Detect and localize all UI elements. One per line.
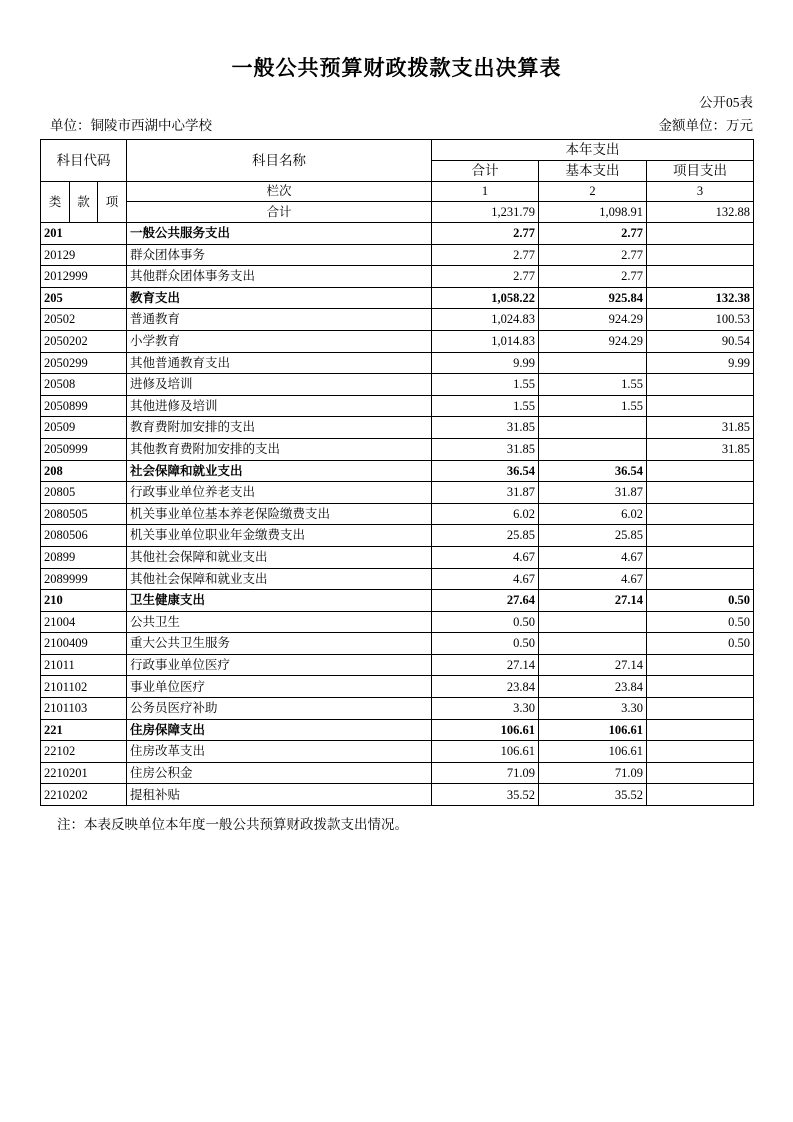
subject-code-cell: 2089999 — [41, 568, 127, 590]
total-cell: 3.30 — [432, 698, 539, 720]
header-subject-name: 科目名称 — [127, 140, 432, 182]
project-expenditure-cell — [647, 762, 754, 784]
basic-expenditure-cell: 71.09 — [539, 762, 647, 784]
amount-unit-label: 金额单位：万元 — [658, 118, 753, 133]
subject-code-cell: 2050899 — [41, 395, 127, 417]
table-row — [41, 330, 754, 352]
total-cell: 2.77 — [432, 244, 539, 266]
expenditure-table — [40, 139, 754, 806]
subject-code-cell: 2210202 — [41, 784, 127, 806]
subject-code-cell: 20129 — [41, 244, 127, 266]
total-cell: 36.54 — [432, 460, 539, 482]
table-row — [41, 719, 754, 741]
table-row — [41, 503, 754, 525]
subject-name-cell: 进修及培训 — [127, 374, 432, 396]
subject-code-cell: 2101102 — [41, 676, 127, 698]
total-cell: 31.87 — [432, 482, 539, 504]
table-row — [41, 482, 754, 504]
project-expenditure-cell — [647, 784, 754, 806]
basic-expenditure-cell: 23.84 — [539, 676, 647, 698]
table-row — [41, 698, 754, 720]
basic-expenditure-cell: 35.52 — [539, 784, 647, 806]
table-row — [41, 438, 754, 460]
subject-name-cell: 公务员医疗补助 — [127, 698, 432, 720]
basic-expenditure-cell: 2.77 — [539, 266, 647, 288]
project-expenditure-cell — [647, 374, 754, 396]
total-cell: 106.61 — [432, 741, 539, 763]
basic-expenditure-cell: 106.61 — [539, 719, 647, 741]
unit-info-row — [0, 111, 793, 139]
project-expenditure-cell: 100.53 — [647, 309, 754, 331]
header-col-project: 项目支出 — [647, 161, 754, 182]
basic-expenditure-cell — [539, 417, 647, 439]
subject-code-cell: 21004 — [41, 611, 127, 633]
project-expenditure-cell — [647, 244, 754, 266]
total-cell: 27.14 — [432, 654, 539, 676]
total-cell: 1.55 — [432, 395, 539, 417]
total-cell: 1.55 — [432, 374, 539, 396]
table-row — [41, 266, 754, 288]
subject-code-cell: 2050202 — [41, 330, 127, 352]
table-row — [41, 741, 754, 763]
basic-expenditure-cell: 27.14 — [539, 654, 647, 676]
subject-name-cell: 其他普通教育支出 — [127, 352, 432, 374]
subject-name-cell: 机关事业单位基本养老保险缴费支出 — [127, 503, 432, 525]
subject-name-cell: 重大公共卫生服务 — [127, 633, 432, 655]
project-expenditure-cell — [647, 698, 754, 720]
header-subject-code: 科目代码 — [41, 140, 127, 182]
table-row — [41, 654, 754, 676]
total-cell: 4.67 — [432, 568, 539, 590]
subject-name-cell: 其他社会保障和就业支出 — [127, 546, 432, 568]
basic-expenditure-cell — [539, 352, 647, 374]
project-expenditure-cell — [647, 482, 754, 504]
basic-expenditure-cell: 6.02 — [539, 503, 647, 525]
header-idx-basic: 2 — [539, 182, 647, 202]
header-code-section: 款 — [70, 182, 98, 223]
table-row — [41, 395, 754, 417]
table-row — [41, 417, 754, 439]
subject-name-cell: 群众团体事务 — [127, 244, 432, 266]
subject-code-cell: 221 — [41, 719, 127, 741]
form-number-label: 公开05表 — [699, 95, 753, 110]
grand-total-row — [41, 202, 754, 223]
subject-code-cell: 208 — [41, 460, 127, 482]
basic-expenditure-cell: 31.87 — [539, 482, 647, 504]
subject-code-cell: 2101103 — [41, 698, 127, 720]
subject-name-cell: 事业单位医疗 — [127, 676, 432, 698]
header-code-class: 类 — [41, 182, 70, 223]
basic-expenditure-cell: 25.85 — [539, 525, 647, 547]
table-row — [41, 590, 754, 612]
project-expenditure-cell — [647, 568, 754, 590]
total-cell: 31.85 — [432, 417, 539, 439]
table-row — [41, 676, 754, 698]
project-expenditure-cell: 9.99 — [647, 352, 754, 374]
table-row — [41, 568, 754, 590]
total-cell: 25.85 — [432, 525, 539, 547]
grand-total-label: 合计 — [127, 202, 432, 223]
total-cell: 2.77 — [432, 266, 539, 288]
subject-name-cell: 教育支出 — [127, 287, 432, 309]
project-expenditure-cell: 31.85 — [647, 417, 754, 439]
project-expenditure-cell — [647, 266, 754, 288]
basic-expenditure-cell: 106.61 — [539, 741, 647, 763]
basic-expenditure-cell: 2.77 — [539, 244, 647, 266]
total-cell: 0.50 — [432, 611, 539, 633]
subject-name-cell: 住房改革支出 — [127, 741, 432, 763]
subject-code-cell: 210 — [41, 590, 127, 612]
project-expenditure-cell: 0.50 — [647, 633, 754, 655]
basic-expenditure-cell: 2.77 — [539, 223, 647, 245]
header-current-year-expenditure: 本年支出 — [432, 140, 754, 161]
subject-name-cell: 普通教育 — [127, 309, 432, 331]
table-row — [41, 287, 754, 309]
subject-code-cell: 2210201 — [41, 762, 127, 784]
basic-expenditure-cell — [539, 633, 647, 655]
subject-code-cell: 20805 — [41, 482, 127, 504]
grand-total-basic: 1,098.91 — [539, 202, 647, 223]
table-row — [41, 525, 754, 547]
total-cell: 1,058.22 — [432, 287, 539, 309]
project-expenditure-cell — [647, 223, 754, 245]
subject-code-cell: 20508 — [41, 374, 127, 396]
subject-name-cell: 社会保障和就业支出 — [127, 460, 432, 482]
subject-code-cell: 20502 — [41, 309, 127, 331]
project-expenditure-cell: 31.85 — [647, 438, 754, 460]
subject-name-cell: 一般公共服务支出 — [127, 223, 432, 245]
table-row — [41, 762, 754, 784]
total-cell: 23.84 — [432, 676, 539, 698]
basic-expenditure-cell: 1.55 — [539, 374, 647, 396]
basic-expenditure-cell — [539, 438, 647, 460]
subject-code-cell: 20509 — [41, 417, 127, 439]
subject-name-cell: 公共卫生 — [127, 611, 432, 633]
project-expenditure-cell: 0.50 — [647, 590, 754, 612]
project-expenditure-cell — [647, 395, 754, 417]
page-title: 一般公共预算财政拨款支出决算表 — [231, 57, 562, 80]
basic-expenditure-cell: 27.14 — [539, 590, 647, 612]
total-cell: 2.77 — [432, 223, 539, 245]
project-expenditure-cell — [647, 654, 754, 676]
subject-name-cell: 住房公积金 — [127, 762, 432, 784]
subject-name-cell: 其他群众团体事务支出 — [127, 266, 432, 288]
footnote: 注：本表反映单位本年度一般公共预算财政拨款支出情况。 — [57, 817, 408, 833]
subject-code-cell: 2080505 — [41, 503, 127, 525]
subject-code-cell: 201 — [41, 223, 127, 245]
subject-name-cell: 其他社会保障和就业支出 — [127, 568, 432, 590]
table-row — [41, 546, 754, 568]
basic-expenditure-cell — [539, 611, 647, 633]
table-row — [41, 244, 754, 266]
project-expenditure-cell — [647, 676, 754, 698]
project-expenditure-cell — [647, 546, 754, 568]
project-expenditure-cell — [647, 741, 754, 763]
total-cell: 1,014.83 — [432, 330, 539, 352]
subject-name-cell: 卫生健康支出 — [127, 590, 432, 612]
total-cell: 4.67 — [432, 546, 539, 568]
header-idx-project: 3 — [647, 182, 754, 202]
subject-code-cell: 21011 — [41, 654, 127, 676]
basic-expenditure-cell: 924.29 — [539, 309, 647, 331]
total-cell: 0.50 — [432, 633, 539, 655]
subject-code-cell: 2050999 — [41, 438, 127, 460]
grand-total-total: 1,231.79 — [432, 202, 539, 223]
subject-name-cell: 提租补贴 — [127, 784, 432, 806]
total-cell: 71.09 — [432, 762, 539, 784]
header-column-index-label: 栏次 — [127, 182, 432, 202]
subject-code-cell: 2012999 — [41, 266, 127, 288]
subject-name-cell: 机关事业单位职业年金缴费支出 — [127, 525, 432, 547]
total-cell: 27.64 — [432, 590, 539, 612]
table-row — [41, 633, 754, 655]
project-expenditure-cell — [647, 460, 754, 482]
subject-name-cell: 教育费附加安排的支出 — [127, 417, 432, 439]
subject-name-cell: 其他教育费附加安排的支出 — [127, 438, 432, 460]
basic-expenditure-cell: 925.84 — [539, 287, 647, 309]
table-row — [41, 223, 754, 245]
unit-label: 单位：铜陵市西湖中心学校 — [50, 118, 212, 133]
table-row — [41, 460, 754, 482]
table-body — [41, 223, 754, 806]
project-expenditure-cell: 132.38 — [647, 287, 754, 309]
basic-expenditure-cell: 924.29 — [539, 330, 647, 352]
header-code-item: 项 — [98, 182, 127, 223]
basic-expenditure-cell: 1.55 — [539, 395, 647, 417]
subject-name-cell: 住房保障支出 — [127, 719, 432, 741]
subject-code-cell: 2100409 — [41, 633, 127, 655]
basic-expenditure-cell: 3.30 — [539, 698, 647, 720]
grand-total-project: 132.88 — [647, 202, 754, 223]
total-cell: 6.02 — [432, 503, 539, 525]
basic-expenditure-cell: 36.54 — [539, 460, 647, 482]
total-cell: 1,024.83 — [432, 309, 539, 331]
total-cell: 106.61 — [432, 719, 539, 741]
project-expenditure-cell — [647, 503, 754, 525]
subject-code-cell: 20899 — [41, 546, 127, 568]
total-cell: 9.99 — [432, 352, 539, 374]
subject-code-cell: 2050299 — [41, 352, 127, 374]
table-row — [41, 784, 754, 806]
subject-code-cell: 205 — [41, 287, 127, 309]
basic-expenditure-cell: 4.67 — [539, 568, 647, 590]
table-row — [41, 352, 754, 374]
subject-code-cell: 2080506 — [41, 525, 127, 547]
table-row — [41, 611, 754, 633]
header-row-1 — [41, 140, 754, 161]
subject-code-cell: 22102 — [41, 741, 127, 763]
project-expenditure-cell — [647, 719, 754, 741]
project-expenditure-cell — [647, 525, 754, 547]
subject-name-cell: 行政事业单位养老支出 — [127, 482, 432, 504]
header-row-3 — [41, 182, 754, 202]
subject-name-cell: 其他进修及培训 — [127, 395, 432, 417]
header-col-basic: 基本支出 — [539, 161, 647, 182]
total-cell: 31.85 — [432, 438, 539, 460]
project-expenditure-cell: 90.54 — [647, 330, 754, 352]
table-row — [41, 374, 754, 396]
basic-expenditure-cell: 4.67 — [539, 546, 647, 568]
project-expenditure-cell: 0.50 — [647, 611, 754, 633]
subject-name-cell: 行政事业单位医疗 — [127, 654, 432, 676]
table-row — [41, 309, 754, 331]
header-col-total: 合计 — [432, 161, 539, 182]
total-cell: 35.52 — [432, 784, 539, 806]
subject-name-cell: 小学教育 — [127, 330, 432, 352]
header-idx-total: 1 — [432, 182, 539, 202]
